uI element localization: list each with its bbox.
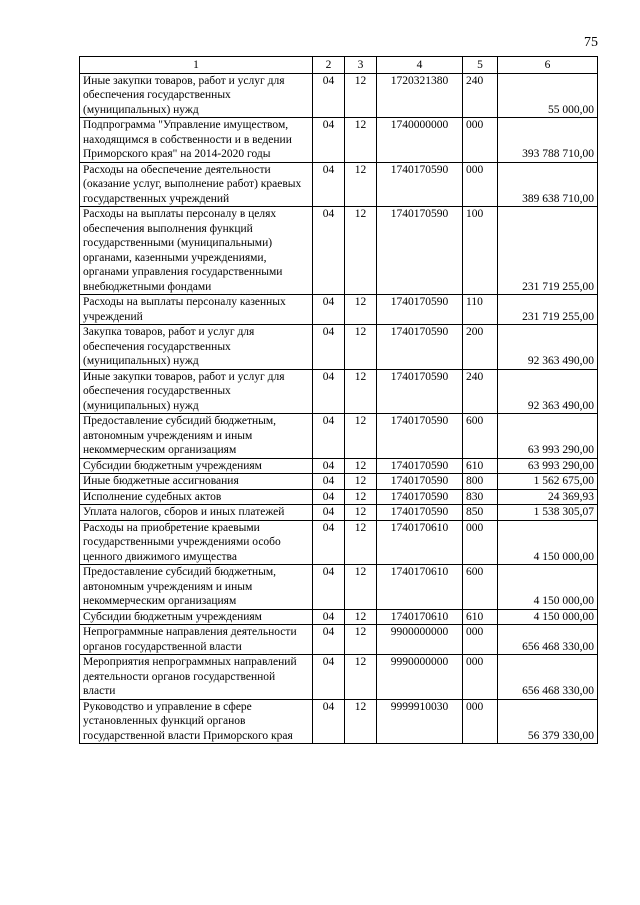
amount-cell: 4 150 000,00 — [498, 565, 598, 610]
item-name-cell: Предоставление субсидий бюджетным, автономным учреждениям и иным некоммерческим организациям — [80, 414, 313, 459]
expense-type-code-cell: 000 — [463, 162, 498, 207]
item-name-cell: Подпрограмма "Управление имуществом, находящимся в собственности и в ведении Приморского края" на 2014-2020 годы — [80, 118, 313, 163]
section-code-cell: 04 — [313, 414, 345, 459]
table-row — [80, 73, 598, 118]
subsection-code-cell: 12 — [345, 73, 377, 118]
item-name-cell: Закупка товаров, работ и услуг для обеспечения государственных (муниципальных) нужд — [80, 325, 313, 370]
item-name-cell: Расходы на приобретение краевыми государственными учреждениями особо ценного движимого имущества — [80, 520, 313, 565]
expense-type-code-cell: 000 — [463, 625, 498, 655]
expense-type-code-cell: 240 — [463, 73, 498, 118]
table-row — [80, 505, 598, 521]
expense-type-code-cell: 000 — [463, 520, 498, 565]
section-code-cell: 04 — [313, 118, 345, 163]
target-code-cell: 1740170590 — [377, 474, 463, 490]
target-code-cell: 1740170590 — [377, 207, 463, 295]
section-code-cell: 04 — [313, 609, 345, 625]
subsection-code-cell: 12 — [345, 369, 377, 414]
section-code-cell: 04 — [313, 489, 345, 505]
amount-cell: 1 538 305,07 — [498, 505, 598, 521]
expense-type-code-cell: 110 — [463, 295, 498, 325]
item-name-cell: Субсидии бюджетным учреждениям — [80, 609, 313, 625]
table-row — [80, 520, 598, 565]
item-name-cell: Иные закупки товаров, работ и услуг для обеспечения государственных (муниципальных) нужд — [80, 73, 313, 118]
target-code-cell: 1740170610 — [377, 565, 463, 610]
table-row — [80, 414, 598, 459]
page-number: 75 — [584, 35, 598, 50]
expense-type-code-cell: 240 — [463, 369, 498, 414]
amount-cell: 1 562 675,00 — [498, 474, 598, 490]
item-name-cell: Уплата налогов, сборов и иных платежей — [80, 505, 313, 521]
subsection-code-cell: 12 — [345, 609, 377, 625]
section-code-cell: 04 — [313, 162, 345, 207]
expense-type-code-cell: 800 — [463, 474, 498, 490]
expense-type-code-cell: 850 — [463, 505, 498, 521]
target-code-cell: 1740170590 — [377, 325, 463, 370]
section-code-cell: 04 — [313, 73, 345, 118]
expense-type-code-cell: 000 — [463, 118, 498, 163]
target-code-cell: 1740170590 — [377, 295, 463, 325]
table-header-row — [80, 57, 598, 74]
subsection-code-cell: 12 — [345, 118, 377, 163]
amount-cell: 389 638 710,00 — [498, 162, 598, 207]
amount-cell: 4 150 000,00 — [498, 520, 598, 565]
target-code-cell: 1740170590 — [377, 489, 463, 505]
amount-cell: 24 369,93 — [498, 489, 598, 505]
section-code-cell: 04 — [313, 655, 345, 700]
subsection-code-cell: 12 — [345, 207, 377, 295]
target-code-cell: 1740170590 — [377, 369, 463, 414]
target-code-cell: 1740170590 — [377, 162, 463, 207]
table-row — [80, 609, 598, 625]
section-code-cell: 04 — [313, 505, 345, 521]
table-row — [80, 474, 598, 490]
subsection-code-cell: 12 — [345, 565, 377, 610]
amount-cell: 656 468 330,00 — [498, 625, 598, 655]
expense-type-code-cell: 100 — [463, 207, 498, 295]
column-header: 4 — [377, 57, 463, 74]
table-row — [80, 162, 598, 207]
expense-type-code-cell: 000 — [463, 699, 498, 744]
table-row — [80, 369, 598, 414]
table-row — [80, 565, 598, 610]
subsection-code-cell: 12 — [345, 655, 377, 700]
amount-cell: 4 150 000,00 — [498, 609, 598, 625]
subsection-code-cell: 12 — [345, 489, 377, 505]
table-body — [80, 57, 598, 744]
subsection-code-cell: 12 — [345, 625, 377, 655]
section-code-cell: 04 — [313, 699, 345, 744]
item-name-cell: Расходы на обеспечение деятельности (оказание услуг, выполнение работ) краевых государственных учреждений — [80, 162, 313, 207]
item-name-cell: Предоставление субсидий бюджетным, автономным учреждениям и иным некоммерческим организациям — [80, 565, 313, 610]
subsection-code-cell: 12 — [345, 162, 377, 207]
target-code-cell: 1740170590 — [377, 458, 463, 474]
item-name-cell: Непрограммные направления деятельности органов государственной власти — [80, 625, 313, 655]
expense-type-code-cell: 600 — [463, 414, 498, 459]
expense-type-code-cell: 610 — [463, 609, 498, 625]
table-row — [80, 325, 598, 370]
column-header: 5 — [463, 57, 498, 74]
subsection-code-cell: 12 — [345, 458, 377, 474]
amount-cell: 231 719 255,00 — [498, 207, 598, 295]
amount-cell: 55 000,00 — [498, 73, 598, 118]
column-header: 3 — [345, 57, 377, 74]
expense-type-code-cell: 000 — [463, 655, 498, 700]
amount-cell: 656 468 330,00 — [498, 655, 598, 700]
section-code-cell: 04 — [313, 565, 345, 610]
subsection-code-cell: 12 — [345, 325, 377, 370]
table-row — [80, 655, 598, 700]
amount-cell: 56 379 330,00 — [498, 699, 598, 744]
expense-type-code-cell: 200 — [463, 325, 498, 370]
amount-cell: 92 363 490,00 — [498, 369, 598, 414]
target-code-cell: 9900000000 — [377, 625, 463, 655]
section-code-cell: 04 — [313, 458, 345, 474]
table-row — [80, 699, 598, 744]
subsection-code-cell: 12 — [345, 295, 377, 325]
amount-cell: 63 993 290,00 — [498, 414, 598, 459]
subsection-code-cell: 12 — [345, 520, 377, 565]
column-header: 1 — [80, 57, 313, 74]
item-name-cell: Расходы на выплаты персоналу казенных учреждений — [80, 295, 313, 325]
item-name-cell: Иные бюджетные ассигнования — [80, 474, 313, 490]
table-row — [80, 295, 598, 325]
target-code-cell: 1740170590 — [377, 505, 463, 521]
table-row — [80, 489, 598, 505]
amount-cell: 63 993 290,00 — [498, 458, 598, 474]
subsection-code-cell: 12 — [345, 699, 377, 744]
target-code-cell: 9990000000 — [377, 655, 463, 700]
section-code-cell: 04 — [313, 325, 345, 370]
table-row — [80, 207, 598, 295]
section-code-cell: 04 — [313, 369, 345, 414]
target-code-cell: 1720321380 — [377, 73, 463, 118]
item-name-cell: Иные закупки товаров, работ и услуг для обеспечения государственных (муниципальных) нужд — [80, 369, 313, 414]
expense-type-code-cell: 830 — [463, 489, 498, 505]
section-code-cell: 04 — [313, 520, 345, 565]
subsection-code-cell: 12 — [345, 505, 377, 521]
expense-type-code-cell: 610 — [463, 458, 498, 474]
subsection-code-cell: 12 — [345, 474, 377, 490]
amount-cell: 92 363 490,00 — [498, 325, 598, 370]
column-header: 6 — [498, 57, 598, 74]
amount-cell: 393 788 710,00 — [498, 118, 598, 163]
target-code-cell: 1740170610 — [377, 520, 463, 565]
subsection-code-cell: 12 — [345, 414, 377, 459]
section-code-cell: 04 — [313, 207, 345, 295]
table-row — [80, 118, 598, 163]
table-row — [80, 625, 598, 655]
amount-cell: 231 719 255,00 — [498, 295, 598, 325]
item-name-cell: Руководство и управление в сфере установленных функций органов государственной власти Приморского края — [80, 699, 313, 744]
target-code-cell: 1740170590 — [377, 414, 463, 459]
table-row — [80, 458, 598, 474]
target-code-cell: 9999910030 — [377, 699, 463, 744]
budget-table — [79, 56, 598, 744]
column-header: 2 — [313, 57, 345, 74]
section-code-cell: 04 — [313, 625, 345, 655]
target-code-cell: 1740000000 — [377, 118, 463, 163]
item-name-cell: Исполнение судебных актов — [80, 489, 313, 505]
item-name-cell: Мероприятия непрограммных направлений деятельности органов государственной власти — [80, 655, 313, 700]
section-code-cell: 04 — [313, 295, 345, 325]
item-name-cell: Расходы на выплаты персоналу в целях обеспечения выполнения функций государственными (муниципальными) органами, казенными учреждениями, органами управления государственными внебюджетными фондами — [80, 207, 313, 295]
item-name-cell: Субсидии бюджетным учреждениям — [80, 458, 313, 474]
target-code-cell: 1740170610 — [377, 609, 463, 625]
expense-type-code-cell: 600 — [463, 565, 498, 610]
section-code-cell: 04 — [313, 474, 345, 490]
